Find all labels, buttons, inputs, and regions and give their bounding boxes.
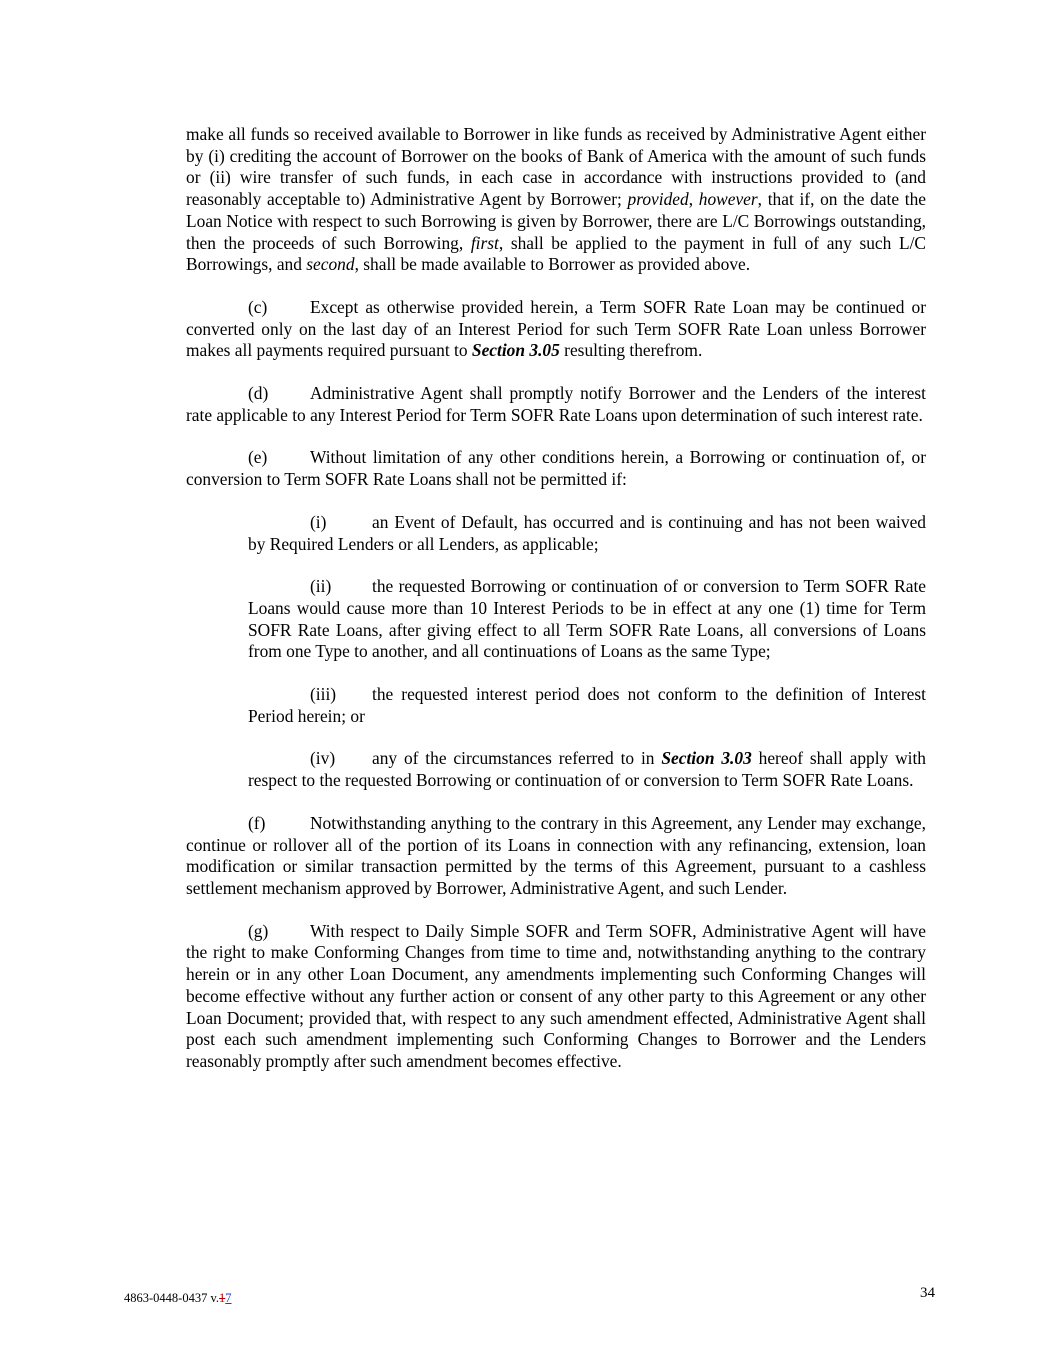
text-run: , [688, 189, 699, 210]
text-run: resulting therefrom. [559, 340, 703, 361]
text-run: the requested Borrowing or continuation of or conversion to Term SOFR Rate Loans would cause more than 10 Interest Periods to be in effect at any one (1) time for Term SOFR Rate Loans, after giving effect to all Term SOFR Rate Loans, all conversions of Loans from one Type to another, and all continuations of Loans as the same Type; [248, 576, 926, 662]
text-run: any of the circumstances referred to in [372, 748, 662, 769]
section-reference: Section 3.03 [661, 748, 752, 769]
subparagraph-iii [248, 684, 926, 727]
page-number: 34 [920, 1285, 935, 1301]
paragraph-label: (g) [248, 920, 269, 941]
text-run-italic: first [470, 232, 499, 253]
text-run-italic: second [306, 254, 355, 275]
text-run: hereof shall apply with respect to the requested Borrowing or continuation of or conversion to Term SOFR Rate Loans. [248, 748, 927, 791]
text-run: Without limitation of any other conditions herein, a Borrowing or continuation of, or conversion to Term SOFR Rate Loans shall not be permitted if: [186, 447, 926, 490]
subparagraph-label: (ii) [310, 576, 332, 597]
text-run: make all funds so received available to Borrower in like funds as received by Administrative Agent either by (i) crediting the account of Borrower on the books of Bank of America with the amount of such funds or (ii) wire transfer of such funds, in each case in accordance with instructions provided to (and reasonably acceptable to) Administrative Agent by Borrower; [186, 124, 926, 210]
text-run: , that if, on the date the Loan Notice with respect to such Borrowing is given by Borrower, there are L/C Borrowings outstanding, then the proceeds of such Borrowing, [186, 189, 926, 253]
subparagraph-i [248, 512, 926, 555]
document-body [186, 124, 926, 1094]
inserted-version-mark: 7 [225, 1291, 232, 1305]
text-run: Administrative Agent shall promptly notify Borrower and the Lenders of the interest rate applicable to any Interest Period for Term SOFR Rate Loans upon determination of such interest rate. [186, 383, 926, 425]
paragraph-label: (e) [248, 447, 268, 468]
paragraph-e [186, 447, 926, 490]
subparagraph-iv [248, 748, 926, 791]
document-id-footer [124, 1291, 232, 1306]
text-run: Except as otherwise provided herein, a Term SOFR Rate Loan may be continued or converted only on the last day of an Interest Period for such Term SOFR Rate Loan unless Borrower makes all payments required pursuant to [186, 296, 926, 361]
text-run: an Event of Default, has occurred and is continuing and has not been waived by Required Lenders or all Lenders, as applicable; [248, 511, 926, 554]
text-run: Notwithstanding anything to the contrary in this Agreement, any Lender may exchange, continue or rollover all of the portion of its Loans in connection with any refinancing, extension, loan modification or similar transaction permitted by the terms of this Agreement, pursuant to a cashless settlement mechanism approved by Borrower, Administrative Agent, and such Lender. [186, 812, 926, 898]
paragraph-label: (c) [248, 296, 268, 317]
paragraph-label: (f) [248, 812, 266, 833]
document-id: 4863-0448-0437 v. [124, 1291, 220, 1305]
paragraph-b-continuation [186, 124, 926, 276]
text-run: the requested interest period does not conform to the definition of Interest Period herein; or [248, 684, 926, 726]
paragraph-g [186, 921, 926, 1073]
paragraph-d [186, 383, 926, 426]
subparagraph-label: (iii) [310, 684, 337, 705]
subparagraph-ii [248, 576, 926, 663]
text-run: , shall be applied to the payment in full of any such L/C Borrowings, and [186, 232, 927, 275]
paragraph-c [186, 297, 926, 362]
deleted-version-mark: 1 [219, 1291, 226, 1305]
text-run: With respect to Daily Simple SOFR and Term SOFR, Administrative Agent will have the right to make Conforming Changes from time to time and, notwithstanding anything to the contrary herein or in any other Loan Document, any amendments implementing such Conforming Changes will become effective without any further action or consent of any other party to this Agreement or any other Loan Document; provided that, with respect to any such amendment effected, Administrative Agent shall post each such amendment implementing such Conforming Changes to Borrower and the Lenders reasonably promptly after such amendment becomes effective. [186, 920, 926, 1071]
section-reference: Section 3.05 [471, 340, 560, 361]
subparagraph-label: (iv) [310, 748, 336, 769]
text-run-italic: however [698, 189, 758, 210]
paragraph-f [186, 813, 926, 900]
paragraph-label: (d) [248, 383, 269, 404]
text-run: , shall be made available to Borrower as provided above. [354, 254, 751, 275]
text-run-italic: provided [627, 189, 689, 210]
subparagraph-label: (i) [310, 511, 327, 532]
